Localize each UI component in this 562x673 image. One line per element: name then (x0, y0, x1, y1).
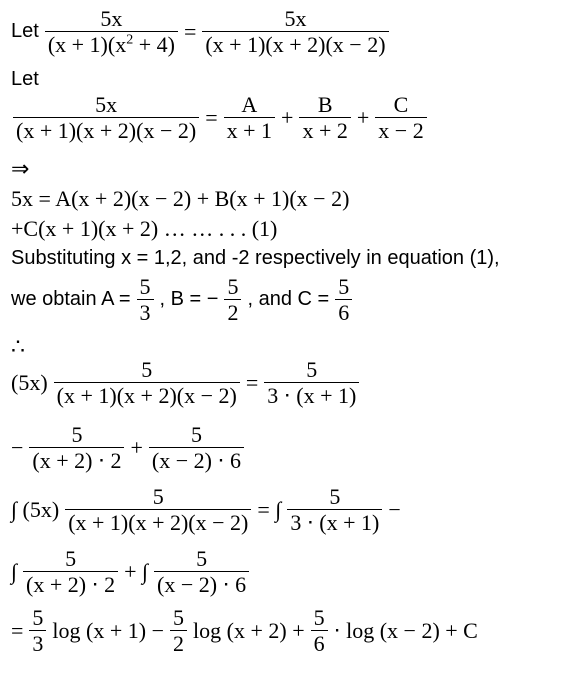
fraction (54, 357, 240, 409)
implies-symbol: ⇒ (11, 156, 30, 181)
denominator (45, 32, 178, 57)
numerator: 5 (190, 422, 202, 447)
fraction-a (224, 92, 275, 144)
fraction (29, 422, 124, 474)
equals-sign: = (183, 18, 197, 44)
numerator: A (241, 92, 258, 117)
coefficient: (5x) (11, 369, 48, 395)
den-part: (x + 1)(x (47, 32, 127, 58)
fraction (149, 422, 244, 474)
exponent: 2 (126, 32, 134, 48)
fraction (287, 484, 382, 536)
denominator: (x + 2) ⋅ 2 (26, 572, 116, 598)
numerator: 5 (71, 422, 83, 447)
therefore-symbol: ∴ (11, 334, 25, 359)
denominator: 3 (139, 300, 151, 326)
fraction-c (375, 92, 426, 144)
denominator: 3 (32, 631, 44, 657)
numerator: 5 (65, 546, 77, 571)
line-1 (11, 6, 391, 58)
line-10 (11, 357, 361, 409)
plus-sign: + (130, 434, 143, 460)
sentence-part: , and C = (247, 288, 330, 311)
fraction (13, 92, 199, 144)
line-8 (11, 274, 354, 326)
line-14 (11, 605, 478, 657)
numerator: 5x (100, 6, 123, 31)
fraction (29, 605, 46, 657)
numerator: B (317, 92, 333, 117)
numerator: 5 (306, 357, 318, 382)
denominator: (x − 2) ⋅ 6 (151, 448, 241, 474)
fraction (264, 357, 359, 409)
denominator: 2 (173, 631, 185, 657)
fraction (154, 546, 249, 598)
numerator: 5x (284, 6, 307, 31)
denominator: (x + 1)(x + 2)(x − 2) (16, 118, 197, 144)
line-3 (11, 92, 429, 144)
plus-sign: + (281, 104, 294, 130)
minus-sign: − (11, 434, 24, 460)
numerator: C (393, 92, 409, 117)
numerator: 5 (173, 605, 185, 630)
denominator: 6 (313, 631, 325, 657)
denominator: x + 2 (302, 118, 348, 144)
fraction (45, 6, 178, 58)
denominator: (x + 1)(x + 2)(x − 2) (68, 510, 249, 536)
log-term: ⋅ log (x − 2) + C (333, 617, 478, 643)
fraction-a-value (137, 274, 154, 326)
plus-integral: + ∫ (124, 558, 149, 584)
numerator: 5x (95, 92, 118, 117)
denominator: x − 2 (378, 118, 424, 144)
let-label: Let (11, 20, 39, 43)
numerator: 5 (227, 274, 239, 299)
fraction (170, 605, 187, 657)
fraction (65, 484, 251, 536)
log-term: log (x + 1) − (52, 617, 165, 643)
numerator: 5 (196, 546, 208, 571)
log-term: log (x + 2) + (193, 617, 305, 643)
numerator: 5 (329, 484, 341, 509)
line-5: 5x = A(x + 2)(x − 2) + B(x + 1)(x − 2) (11, 186, 350, 211)
denominator: x + 1 (226, 118, 273, 144)
integral-coefficient: ∫ (5x) (11, 496, 60, 522)
denominator: 3 ⋅ (x + 1) (290, 510, 380, 536)
denominator: 2 (227, 300, 239, 326)
fraction (23, 546, 118, 598)
denominator: (x + 1)(x + 2)(x − 2) (56, 383, 237, 409)
numerator: 5 (313, 605, 325, 630)
equals-sign: = (205, 104, 218, 130)
integral-sign: ∫ (11, 558, 18, 584)
minus-sign: − (388, 496, 401, 522)
denominator: (x − 2) ⋅ 6 (157, 572, 247, 598)
fraction (202, 6, 388, 58)
denominator: (x + 1)(x + 2)(x − 2) (205, 32, 386, 58)
denominator: 3 ⋅ (x + 1) (267, 383, 357, 409)
line-11 (11, 422, 246, 474)
equals-integral: = ∫ (257, 496, 282, 522)
den-part: + 4) (133, 32, 175, 58)
line-6: +C(x + 1)(x + 2) … … . . . (1) (11, 216, 278, 241)
line-12 (11, 484, 401, 536)
numerator: 5 (32, 605, 44, 630)
denominator: 6 (338, 300, 350, 326)
numerator: 5 (152, 484, 164, 509)
fraction-c-value (335, 274, 352, 326)
equals-sign: = (11, 617, 24, 643)
line-7: Substituting x = 1,2, and -2 respectively in equation (1), (11, 247, 500, 269)
fraction-b-value (224, 274, 241, 326)
sentence-part: , B = − (159, 288, 219, 311)
equals-sign: = (245, 369, 259, 395)
plus-sign: + (356, 104, 370, 130)
sentence-part: we obtain A = (11, 288, 131, 311)
line-13 (11, 546, 251, 598)
numerator: 5 (338, 274, 350, 299)
fraction-b (299, 92, 350, 144)
numerator: 5 (141, 357, 153, 382)
numerator: 5 (139, 274, 151, 299)
fraction (311, 605, 328, 657)
denominator: (x + 2) ⋅ 2 (32, 448, 122, 474)
line-2: Let (11, 68, 39, 90)
